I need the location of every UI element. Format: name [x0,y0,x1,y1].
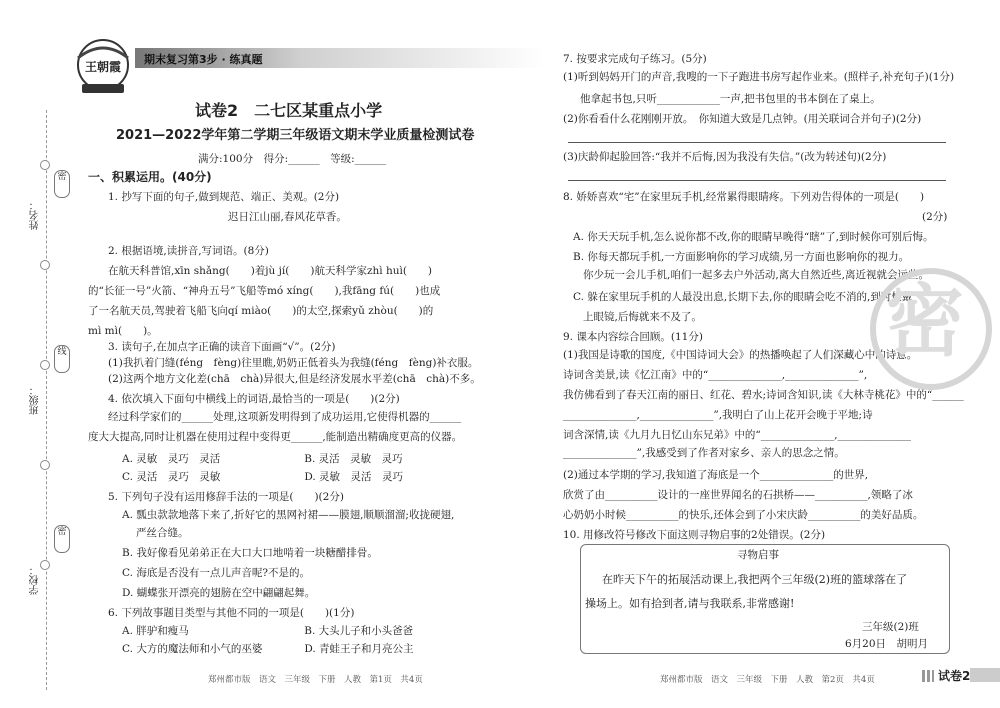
watermark-char: 密 [885,277,964,367]
class-field-label: 班级： [30,385,41,415]
seal-mark-c: 密 [54,525,70,553]
left-line: C. 大方的魔法师和小气的巫婆 D. 青蛙王子和月亮公主 [122,643,414,655]
notice-body-1: 在昨天下午的拓展活动课上,我把两个三年级(2)班的篮球落在了 [602,573,908,586]
logo [72,38,134,96]
left-line: 的“长征一号”火箭、“神舟五号”飞船等mó xíng( ),我fāng fú( )也成 [88,285,441,297]
right-line: (2分) [922,211,948,223]
logo-text: 王朝霞 [84,60,121,74]
right-line: C. 躲在家里玩手机的人最没出息,长期下去,你的眼睛会吃不消的,到时候戴 [573,291,913,303]
footer-badge: 试卷2 [938,669,971,683]
left-line: C. 灵活 灵巧 灵敏 D. 灵敏 灵活 灵巧 [122,471,404,483]
right-line: 诗词含美景,读《忆江南》中的“______________,______________”, [563,369,868,381]
right-line: (1)听到妈妈开门的声音,我嗖的一下子跑进书房写起作业来。(照样子,补充句子)(1分) [563,71,955,83]
seal-mark-a: 密 [54,170,70,198]
exam-subtitle: 2021—2022学年第二学期三年级语文期末学业质量检测试卷 [116,128,475,143]
score-line: 满分:100分 得分:______ 等级:______ [198,153,387,165]
notice-sign-date: 6月20日 胡明月 [845,638,929,650]
header-ribbon-text: 期末复习第3步 · 练真题 [144,53,263,66]
left-line: 6. 下列故事题目类型与其他不同的一项是( )(1分) [108,607,355,619]
right-line: 7. 按要求完成句子练习。(5分) [563,53,707,65]
right-line: 8. 娇娇喜欢“宅”在家里玩手机,经常累得眼睛疼。下列劝告得体的一项是( ) [563,191,925,203]
left-line: C. 海底是否没有一点儿声音呢?不是的。 [122,567,310,579]
right-line: 10. 用修改符号修改下面这则寻物启事的2处错误。(2分) [563,529,826,541]
left-line: 迟日江山丽,春风花草香。 [228,211,347,223]
binding-hole [40,360,50,370]
footer-badge-grid-icon [922,670,934,682]
left-line: A. 瓢虫款款地落下来了,折好它的黑网衬裙——膜翅,顺顺溜溜;收拢硬翅, [122,509,455,521]
left-line: 严丝合缝。 [136,527,189,539]
footer-right: 郑州都市版 语文 三年级 下册 人教 第2页 共4页 [660,675,875,685]
right-line: (3)庆龄仰起脸回答:“我并不后悔,因为我没有失信。”(改为转述句)(2分) [563,151,887,163]
binding-hole [40,460,50,470]
left-line: 1. 抄写下面的句子,做到规范、端正、美观。(2分) [108,191,340,203]
right-line: (2)通过本学期的学习,我知道了海底是一个______________的世界, [563,469,869,481]
name-field-label: 姓名： [30,200,41,230]
footer-bar [970,668,1000,682]
right-line: 上眼镜,后悔就来不及了。 [583,311,702,323]
right-line: 词含深情,读《九月九日忆山东兄弟》中的“______________,______________ [563,429,912,441]
notice-title: 寻物启事 [737,549,779,561]
notice-body-2: 操场上。如有拾到者,请与我联系,非常感谢! [585,597,795,610]
footer-left: 郑州都市版 语文 三年级 下册 人教 第1页 共4页 [208,675,423,685]
right-line: 心奶奶小时候__________的快乐,还体会到了小宋庆龄__________的美好品质。 [563,509,924,521]
right-line: (2)你看看什么花刚刚开放。 你知道大致是几点钟。(用关联词合并句子)(2分) [563,113,922,125]
left-line: (1)我扒着门缝(féng fèng)往里瞧,奶奶正低着头为我缝(féng fèng)补衣服。 [108,357,479,369]
right-line: 我仿佛看到了春天江南的丽日、红花、碧水;诗词含知识,读《大林寺桃花》中的“______ [563,389,964,401]
right-line: 你少玩一会儿手机,咱们一起多去户外活动,离大自然近些,离近视就会远些。 [583,269,930,281]
left-line: D. 蝴蝶张开漂亮的翅膀在空中翩翩起舞。 [122,587,316,599]
answer-line [568,142,946,143]
left-line: B. 我好像看见弟弟正在大口大口地啃着一块糖醋排骨。 [122,547,378,559]
left-line: 了一名航天员,驾驶着飞船飞向qí miào( )的太空,探索yǔ zhòu( )的 [88,305,434,317]
right-line: 欣赏了由__________设计的一座世界闻名的石拱桥——__________,领略了冰 [563,489,913,501]
left-line: (2)这两个地方文化差(chā chà)异很大,但是经济发展水平差(chā chà)不多。 [108,373,481,385]
left-line: 一、积累运用。(40分) [88,170,212,184]
binding-hole [40,260,50,270]
right-line: 他拿起书包,只听____________一声,把书包里的书本倒在了桌上。 [580,93,881,105]
right-line: B. 你每天都玩手机,一方面影响你的学习成绩,另一方面也影响你的视力。 [573,251,910,263]
left-line: 经过科学家们的______处理,这项新发明得到了成功运用,它使得机器的______ [108,411,462,423]
left-line: 4. 依次填入下面句中横线上的词语,最恰当的一项是( )(2分) [108,393,400,405]
right-line: A. 你天天玩手机,怎么说你都不改,你的眼睛早晚得“瞎”了,到时候你可别后悔。 [573,231,934,243]
right-line: (1)我国是诗歌的国度,《中国诗词大会》的热播唤起了人们深藏心中的诗意。 [563,349,918,361]
left-line: mì mì( )。 [88,325,158,337]
binding-line [46,110,47,690]
right-line: ______________”,我感受到了作者对家乡、亲人的思念之情。 [563,447,845,459]
right-line: 9. 课本内容综合回顾。(11分) [563,331,703,343]
left-line: 5. 下列句子没有运用修辞手法的一项是( )(2分) [108,491,344,503]
seal-mark-b: 线 [54,345,70,373]
right-line: ______________,______________”,我明白了山上花开会晚于平地;诗 [563,409,873,421]
binding-hole [40,160,50,170]
exam-title: 试卷2 二七区某重点小学 [195,101,383,120]
left-line: A. 灵敏 灵巧 灵活 B. 灵活 灵敏 灵巧 [122,453,403,465]
left-line: A. 胖驴和瘦马 B. 大头儿子和小头爸爸 [122,625,414,637]
answer-line [568,180,946,181]
notice-sign-class: 三年级(2)班 [862,621,919,633]
left-line: 2. 根据语境,读拼音,写词语。(8分) [108,245,269,257]
school-field-label: 学校： [30,565,41,595]
left-line: 度大大提高,同时让机器在使用过程中变得更______,能制造出精确度更高的仪器。 [88,431,463,443]
left-line: 3. 读句子,在加点字正确的读音下面画“√”。(2分) [108,341,336,353]
left-line: 在航天科普馆,xīn shǎng( )着jù jí( )航天科学家zhì huì( ) [108,265,433,277]
